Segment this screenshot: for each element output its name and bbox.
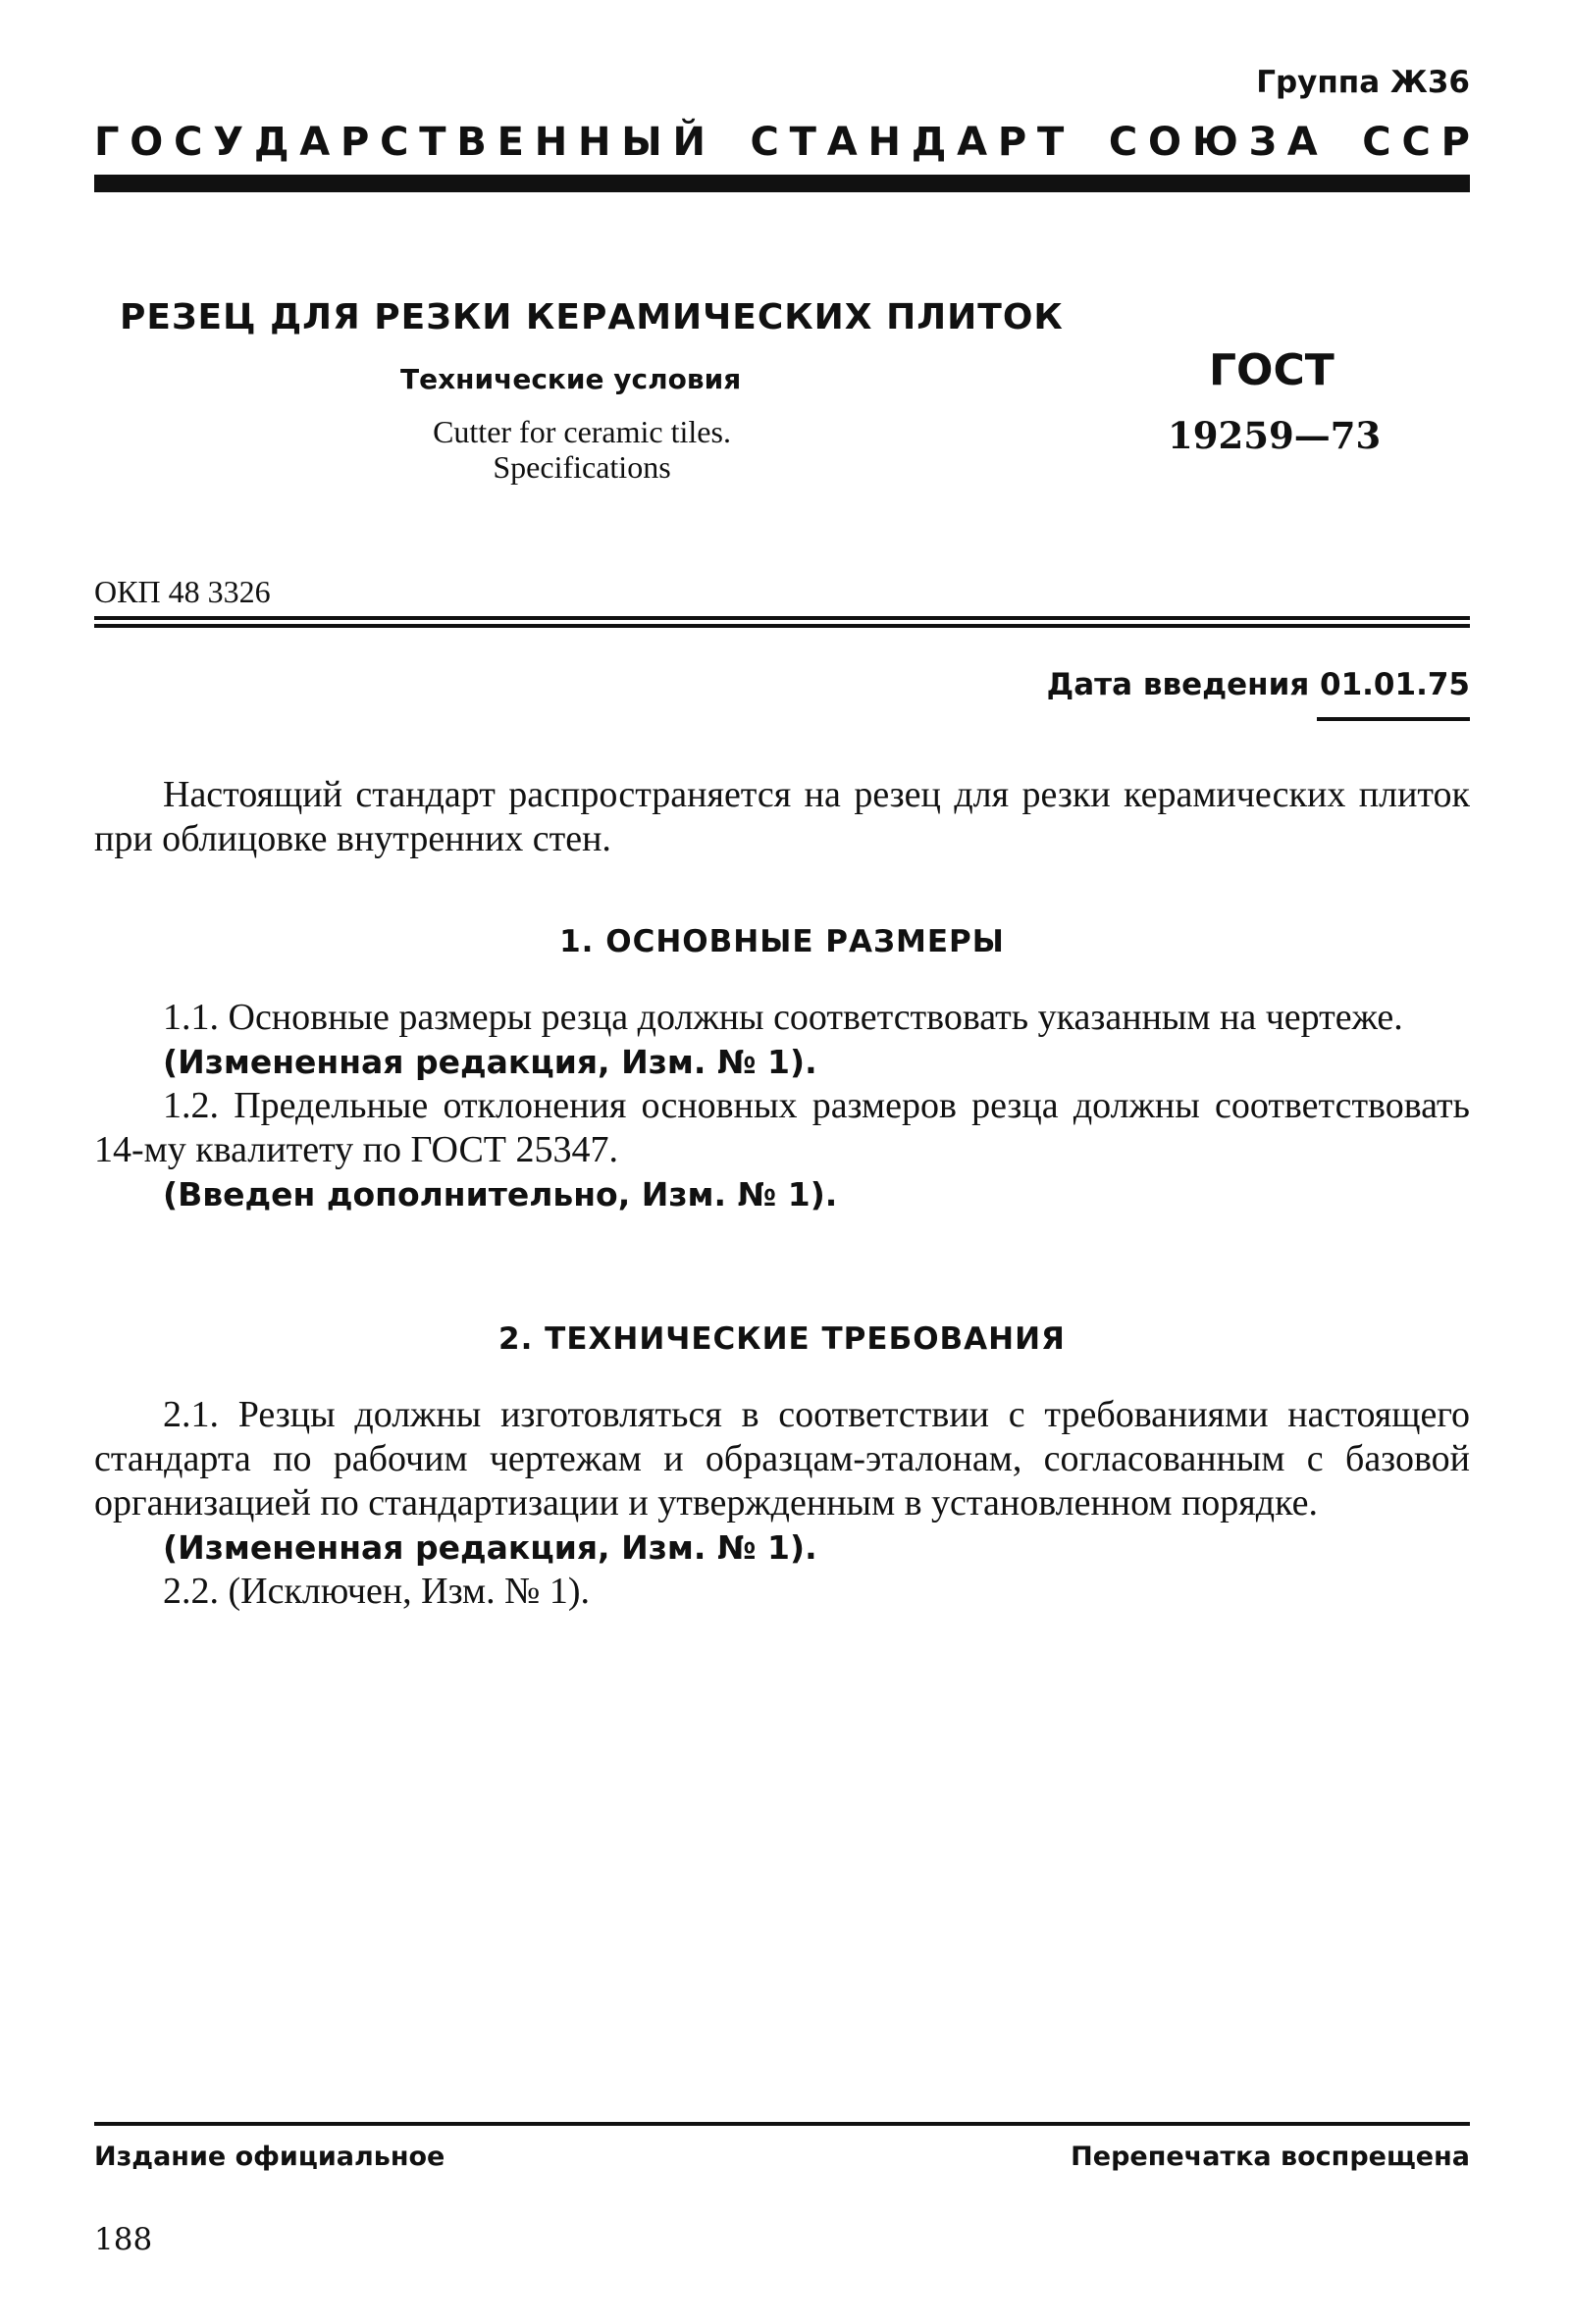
subtitle-ru: Технические условия — [400, 363, 742, 395]
clause-1-2: 1.2. Предельные отклонения основных размеров резца должны соответствовать 14-му квалитету по ГОСТ 25347. — [94, 1085, 1470, 1170]
subtitle-en-line1: Cutter for ceramic tiles. — [433, 414, 731, 449]
amendment-note-1: (Измененная редакция, Изм. № 1). — [163, 1043, 817, 1081]
okp-rule-bottom — [94, 624, 1470, 628]
intro-date: Дата введения 01.01.75 — [1046, 667, 1470, 702]
amendment-note-3: (Измененная редакция, Изм. № 1). — [163, 1528, 817, 1567]
intro-date-underline — [1317, 717, 1470, 721]
footer-official-edition: Издание официальное — [94, 2142, 445, 2172]
okp-rule-top — [94, 616, 1470, 620]
intro-block — [94, 773, 1470, 861]
document-title: РЕЗЕЦ ДЛЯ РЕЗКИ КЕРАМИЧЕСКИХ ПЛИТОК — [120, 297, 1064, 337]
clause-1-1: 1.1. Основные размеры резца должны соответствовать указанным на чертеже. — [163, 997, 1403, 1038]
page-number: 188 — [94, 2222, 153, 2257]
clause-2-2: 2.2. (Исключен, Изм. № 1). — [163, 1571, 591, 1612]
intro-paragraph: Настоящий стандарт распространяется на резец для резки керамических плиток при облицовке внутренних стен. — [94, 774, 1470, 859]
subtitle-en-line2: Specifications — [493, 449, 671, 485]
footer-rule — [94, 2122, 1470, 2126]
state-standard-banner: Г О С У Д А Р С Т В Е Н Н Ы Й С Т А Н Д А Р Т С О Ю З А С С Р — [94, 120, 1470, 165]
okp-code: ОКП 48 3326 — [94, 574, 271, 609]
group-label: Группа Ж36 — [1256, 65, 1470, 100]
section-1-body — [94, 996, 1470, 1216]
gost-number: 19259—73 — [1168, 414, 1382, 457]
footer-reprint-notice: Перепечатка воспрещена — [1071, 2142, 1470, 2172]
clause-2-1: 2.1. Резцы должны изготовляться в соответствии с требованиями настоящего стандарта по рабочим чертежам и образцам-эталонам, согласованным с базовой организацией по стандартизации и утвержденным в установленном порядке. — [94, 1394, 1470, 1524]
gost-label: ГОСТ — [1209, 345, 1334, 395]
section-2-body — [94, 1393, 1470, 1614]
header-rule — [94, 175, 1470, 192]
section-2-heading: 2. ТЕХНИЧЕСКИЕ ТРЕБОВАНИЯ — [498, 1321, 1066, 1357]
section-1-heading: 1. ОСНОВНЫЕ РАЗМЕРЫ — [559, 924, 1005, 959]
subtitle-en — [376, 414, 788, 485]
amendment-note-2: (Введен дополнительно, Изм. № 1). — [163, 1175, 838, 1214]
